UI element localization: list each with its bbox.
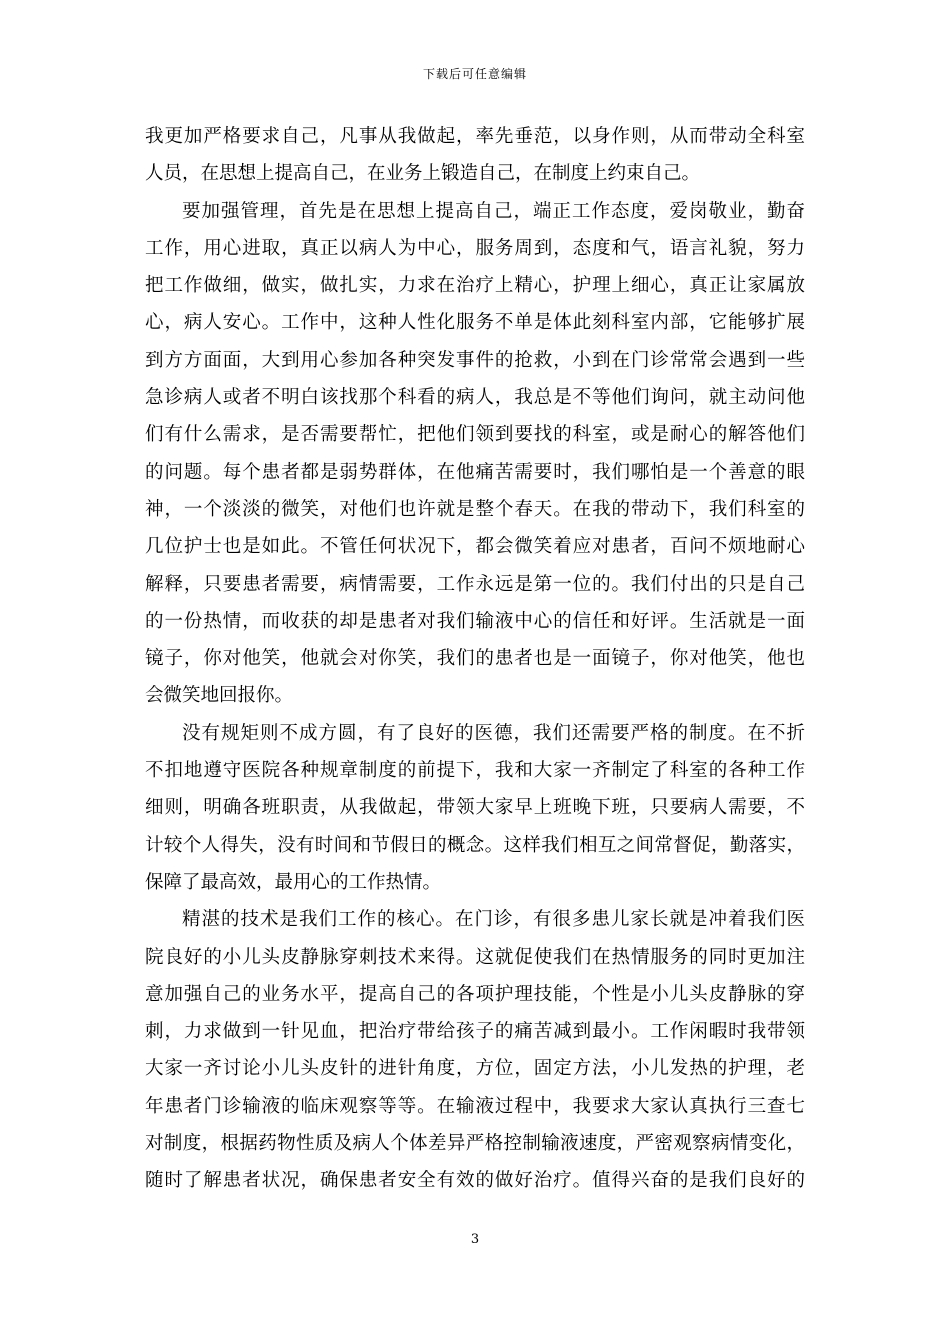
- text-line: 院良好的小儿头皮静脉穿刺技术来得。这就促使我们在热情服务的同时更加注: [145, 946, 805, 968]
- page-number: 3: [470, 1232, 480, 1247]
- text-line: 工作，用心进取，真正以病人为中心，服务周到，态度和气，语言礼貌，努力: [145, 237, 805, 259]
- text-line: 意加强自己的业务水平，提高自己的各项护理技能，个性是小儿头皮静脉的穿: [145, 983, 805, 1005]
- text-line: 解释，只要患者需要，病情需要，工作永远是第一位的。我们付出的只是自己: [145, 573, 805, 595]
- text-line: 到方方面面，大到用心参加各种突发事件的抢救，小到在门诊常常会遇到一些: [145, 349, 805, 371]
- text-line: 我更加严格要求自己，凡事从我做起，率先垂范，以身作则，从而带动全科室: [145, 126, 805, 147]
- text-line: 对制度，根据药物性质及病人个体差异严格控制输液速度，严密观察病情变化，: [145, 1133, 805, 1155]
- text-line: 随时了解患者状况，确保患者安全有效的做好治疗。值得兴奋的是我们良好的: [145, 1170, 805, 1192]
- text-line: 计较个人得失，没有时间和节假日的概念。这样我们相互之间常督促，勤落实，: [145, 834, 805, 856]
- text-line: 们有什么需求，是否需要帮忙，把他们领到要找的科室，或是耐心的解答他们: [145, 424, 805, 446]
- text-line: 精湛的技术是我们工作的核心。在门诊，有很多患儿家长就是冲着我们医: [182, 909, 805, 931]
- text-line: 年患者门诊输液的临床观察等等。在输液过程中，我要求大家认真执行三查七: [145, 1095, 805, 1117]
- text-line: 镜子，你对他笑，他就会对你笑，我们的患者也是一面镜子，你对他笑，他也: [145, 648, 805, 670]
- text-line: 把工作做细，做实，做扎实，力求在治疗上精心，护理上细心，真正让家属放: [145, 275, 805, 297]
- text-line: 不扣地遵守医院各种规章制度的前提下，我和大家一齐制定了科室的各种工作: [145, 760, 805, 782]
- text-line: 细则，明确各班职责，从我做起，带领大家早上班晚下班，只要病人需要，不: [145, 797, 805, 819]
- text-line: 保障了最高效，最用心的工作热情。: [145, 871, 442, 893]
- text-line: 要加强管理，首先是在思想上提高自己，端正工作态度，爱岗敬业，勤奋: [182, 200, 805, 222]
- text-line: 的问题。每个患者都是弱势群体，在他痛苦需要时，我们哪怕是一个善意的眼: [145, 461, 805, 483]
- text-line: 心，病人安心。工作中，这种人性化服务不单是体此刻科室内部，它能够扩展: [145, 312, 805, 334]
- text-line: 几位护士也是如此。不管任何状况下，都会微笑着应对患者，百问不烦地耐心: [145, 536, 805, 558]
- text-line: 急诊病人或者不明白该找那个科看的病人，我总是不等他们询问，就主动问他: [145, 387, 805, 409]
- text-line: 大家一齐讨论小儿头皮针的进针角度，方位，固定方法，小儿发热的护理，老: [145, 1058, 805, 1080]
- text-line: 会微笑地回报你。: [145, 685, 294, 707]
- text-line: 神，一个淡淡的微笑，对他们也许就是整个春天。在我的带动下，我们科室的: [145, 498, 805, 520]
- text-line: 刺，力求做到一针见血，把治疗带给孩子的痛苦减到最小。工作闲暇时我带领: [145, 1021, 805, 1043]
- text-line: 没有规矩则不成方圆，有了良好的医德，我们还需要严格的制度。在不折: [182, 722, 805, 744]
- page-header: 下载后可任意编辑: [422, 67, 527, 81]
- document-body: [145, 118, 805, 1200]
- text-line: 的一份热情，而收获的却是患者对我们输液中心的信任和好评。生活就是一面: [145, 610, 805, 632]
- text-line: 人员，在思想上提高自己，在业务上锻造自己，在制度上约束自己。: [145, 163, 701, 185]
